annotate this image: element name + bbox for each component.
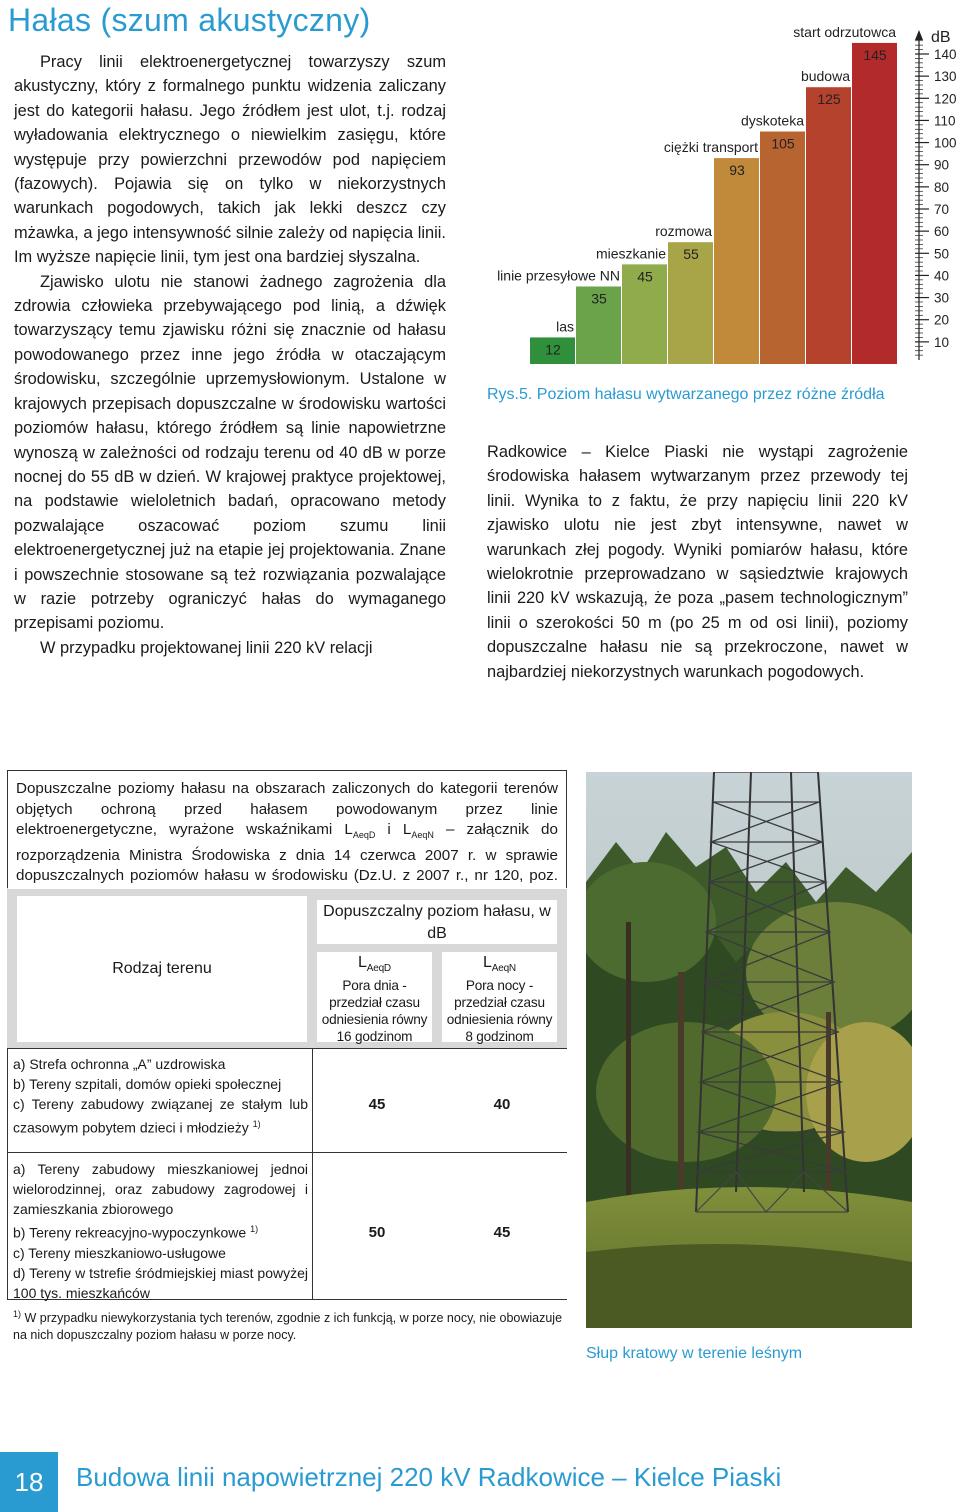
category-label: linie przesyłowe NN (497, 267, 620, 284)
bar-value-label: 35 (591, 290, 607, 307)
bar-5 (714, 158, 759, 364)
y-tick-label: 110 (934, 113, 956, 129)
page-title: Hałas (szum akustyczny) (8, 2, 371, 38)
y-tick-label: 100 (934, 135, 957, 151)
day-description: Pora dnia - przedział czasu odniesienia równy 16 godzinom (321, 978, 428, 1045)
y-axis-arrow (915, 30, 923, 40)
bar-value-label: 93 (729, 162, 745, 179)
paragraph-conclusion: Radkowice – Kielce Piaski nie wystąpi zagrożenie środowiska hałasem wytwarzanym przez przewody tej linii. Wynika to z faktu, że przy napięciu linii 220 kV zjawisko ulotu nie jest zbyt intensywne, nawet w warunkach złej pogody. Wyniki pomiarów hałasu, które wielokrotnie przeprowadzano w sąsiedztwie krajowych linii 220 kV wskazują, że poza „pasem technologicznym” linii o szerokości 50 m (po 25 m od osi linii), poziomy dopuszczalne hałasu nie są przekroczone, nawet w najbardziej niekorzystnych warunkach pogodowych. (487, 443, 908, 681)
l-aeqn-heading: $L_{AeqN}$ (483, 954, 516, 975)
category-label: las (556, 318, 574, 335)
bar-value-label: 45 (637, 268, 653, 285)
bar-7 (806, 87, 851, 364)
header-terrain-type: Rodzaj terenu (17, 896, 307, 1042)
y-tick-label: 10 (934, 334, 950, 350)
paragraph-corona-safety: Zjawisko ulotu nie stanowi żadnego zagrożenia dla zdrowia człowieka przebywającego pod linią, a dźwięk towarzyszący temu zjawisku różni się znacznie od hałasu powodowanego przez inne jego źródła w otaczającym środowisku, szczególnie uprzemysłowionym. Ustalone w krajowych przepisach dopuszczalne w środowisku wartości poziomów hałasu, którego źródłem są linie napowietrzne wynoszą w zależności od rodzaju terenu od 40 dB w porze nocnej do 55 dB w dzień. W krajowej praktyce projektowej, na podstawie wieloletnich badań, opracowano metody pozwalające oszacować poziom szumu linii elektroenergetycznej już na etapie jej projektowania. Znane i powszechnie stosowane są też rozwiązania pozwalające w razie potrzeby ograniczyć hałas do wymaganego przepisami poziomu. (14, 272, 446, 633)
header-main: Dopuszczalny poziom hałasu, w dB (317, 900, 557, 944)
y-tick-label: 60 (934, 224, 950, 240)
y-tick-label: 90 (934, 157, 950, 173)
bar-value-label: 12 (545, 341, 561, 358)
row2-terrain: a) Tereny zabudowy mieszkaniowej jednoi wielorodzinnej, oraz zabudowy zagrodowej i zamieszkania zbiorowego b) Tereny rekreacyjno-wypoczynkowe $^{1)}$ c) Tereny mieszkaniowo-usługowe d) Tereny w tstrefie śródmiejskiej miast powyżej 100 tys. mieszkańców (13, 1161, 308, 1301)
regulation-intro-text: Dopuszczalne poziomy hałasu na obszarach zaliczonych do kategorii terenów objętych ochroną przed hałasem powodowanym przez linie elektroenergetyczne, wyrażone wskaźnikami (16, 780, 558, 838)
y-tick-label: 70 (934, 202, 950, 217)
l-aeqn-label: $L_{AeqN}$ (402, 821, 434, 841)
row2-night-value: 45 (493, 1224, 511, 1241)
category-label: ciężki transport (663, 139, 758, 156)
category-label: budowa (800, 68, 850, 85)
bar-value-label: 55 (683, 246, 699, 263)
header-day (317, 952, 432, 1045)
chart-caption: Rys.5. Poziom hałasu wytwarzanego przez różne źródła (487, 386, 885, 403)
paragraph-project-line: W przypadku projektowanej linii 220 kV relacji (40, 638, 373, 657)
tower-photo (586, 772, 912, 1328)
y-tick-label: 140 (934, 47, 957, 62)
bar-value-label: 125 (817, 91, 841, 108)
photo-caption: Słup kratowy w terenie leśnym (586, 1345, 803, 1362)
l-aeqd-label: $L_{AeqD}$ (344, 821, 376, 841)
regulation-intro: Dopuszczalne poziomy hałasu na obszarach zaliczonych do kategorii terenów objętych ochroną przed hałasem powodowanym przez linie elektroenergetyczne, wyrażone wskaźnikami $L_{AeqD}$ i $L_{AeqN}$ – załącznik do rozporządzenia Ministra Środowiska z dnia 14 czerwca 2007 r. w sprawie dopuszczalnych poziomów hałasu w środowisku (Dz.U. z 2007 r., nr 120, poz. (7, 770, 567, 888)
y-tick-label: 20 (934, 312, 950, 328)
left-column (14, 50, 446, 660)
table-footnote: $^{1)}$ W przypadku niewykorzystania tych terenów, zgodnie z ich funkcją, w porze nocy, nie obowiazuje na nich dopuszczalny poziom hałasu w porze nocy. (13, 1309, 563, 1343)
y-tick-label: 120 (934, 91, 957, 107)
category-label: start odrzutowca (793, 23, 896, 40)
y-axis-label: dB (931, 29, 951, 46)
y-tick-label: 40 (934, 268, 950, 284)
header-night (442, 952, 557, 1045)
bar-8 (852, 43, 897, 364)
row1-day-value: 45 (368, 1096, 386, 1113)
y-tick-label: 30 (934, 290, 950, 306)
page-number: 18 (0, 1452, 58, 1512)
right-column (487, 440, 908, 684)
regulation-intro-text-2: – załącznik do rozporządzenia Ministra Środowiska z dnia 14 czerwca 2007 r. w sprawie dopuszczalnych poziomów hałasu w środowisku (Dz.U. z 2007 r., nr 120, poz. (16, 821, 558, 885)
row1-night-value: 40 (493, 1096, 511, 1113)
l-aeqd-heading: $L_{AeqD}$ (358, 954, 391, 975)
row2-day-value: 50 (368, 1224, 386, 1241)
y-tick-label: 130 (934, 69, 957, 85)
row1-terrain: a) Strefa ochronna „A” uzdrowiska b) Tereny szpitali, domów opieki społecznej c) Tereny zabudowy związanej ze stałym lub czasowym pobytem dzieci i młodzieży $^{1)}$ (13, 1056, 308, 1136)
noise-level-chart (470, 14, 960, 384)
category-label: rozmowa (655, 223, 712, 240)
noise-limits-table (7, 888, 567, 1343)
category-label: mieszkanie (595, 245, 666, 262)
y-tick-label: 80 (934, 179, 950, 195)
lattice-tower-forest-image (586, 772, 912, 1328)
bar-value-label: 145 (863, 46, 887, 63)
category-label: dyskoteka (740, 112, 804, 129)
bar-6 (760, 132, 805, 365)
footer-title: Budowa linii napowietrznej 220 kV Radkowice – Kielce Piaski (76, 1462, 782, 1492)
bar-value-label: 105 (771, 135, 795, 152)
y-tick-label: 50 (934, 246, 950, 262)
paragraph-corona: Pracy linii elektroenergetycznej towarzyszy szum akustyczny, który z formalnego punktu widzenia zaliczany jest do kategorii hałasu. Jego źródłem jest ulot, t.j. rodzaj wyładowania elektrycznego o niewielkim zasięgu, które występuje przy powierzchni przewodów pod napięciem (fazowych). Pojawia się on tylko w niekorzystnych warunkach pogodowych, takich jak lekki deszcz czy mżawka, a jego intensywność silnie zależy od napięcia linii. Im wyższe napięcie linii, tym jest ona bardziej słyszalna. (14, 53, 446, 267)
night-description: Pora nocy - przedział czasu odniesienia równy 8 godzinom (446, 978, 553, 1045)
